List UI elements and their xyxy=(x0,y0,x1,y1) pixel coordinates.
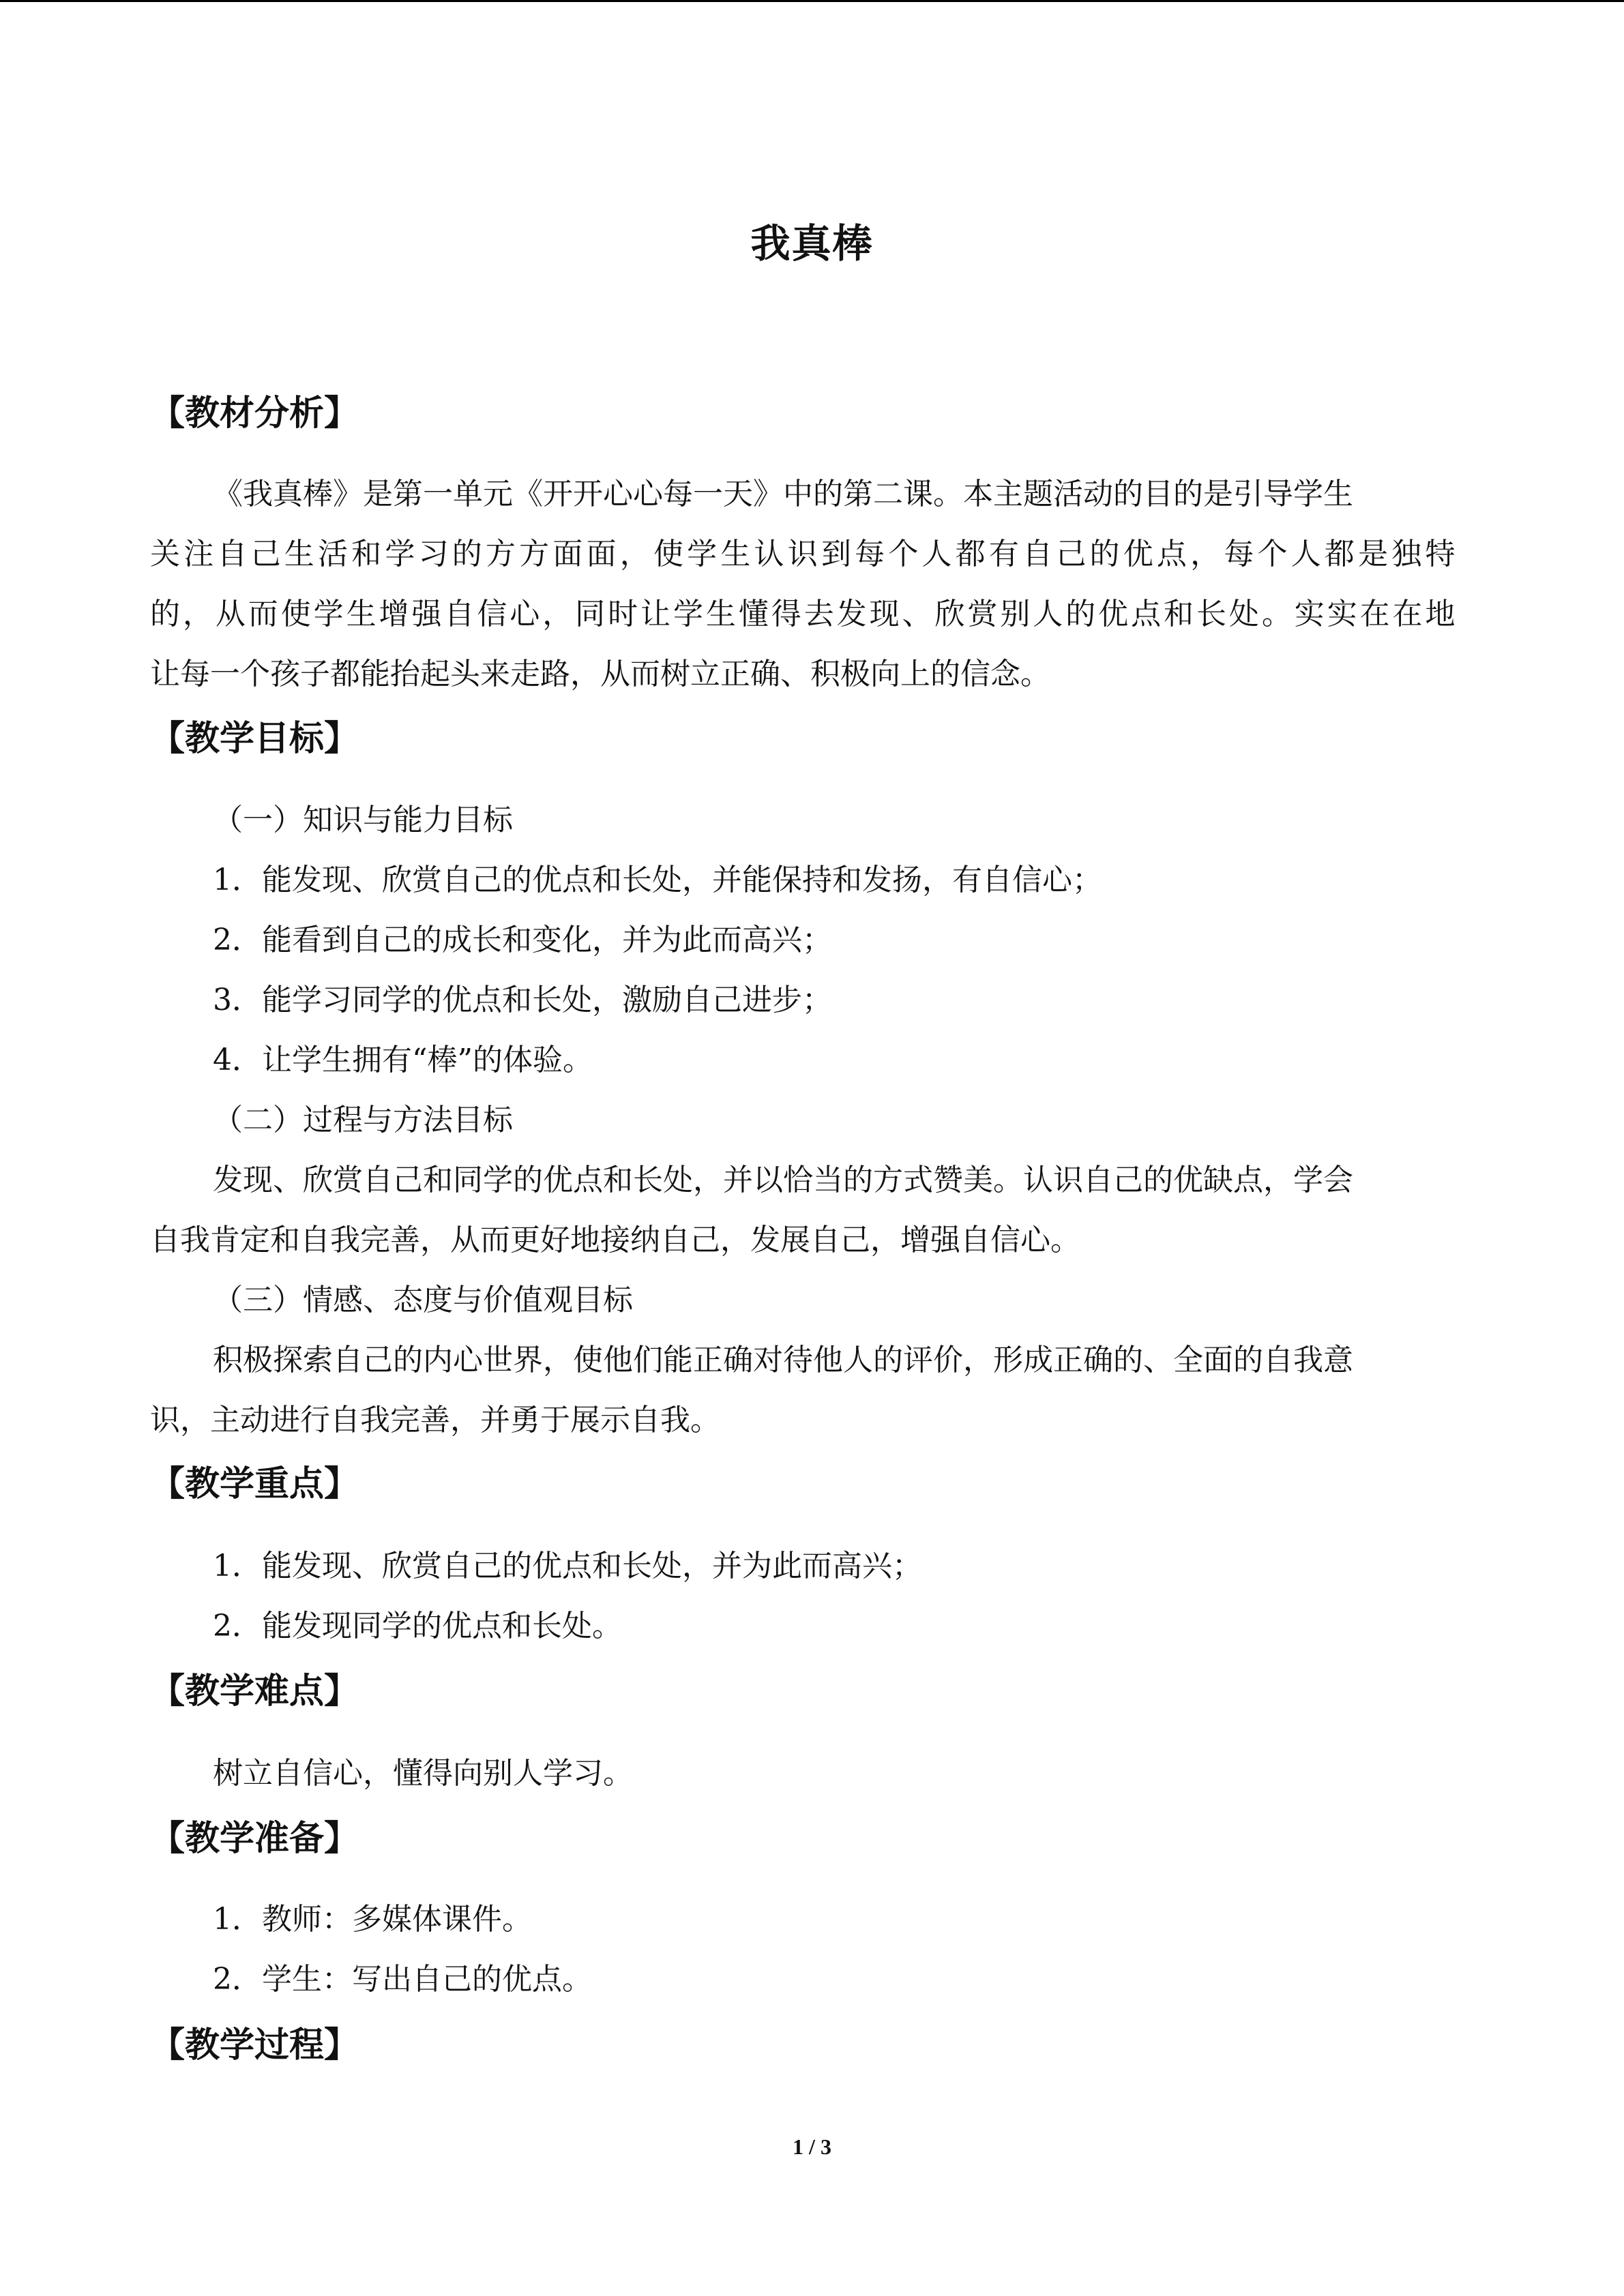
heading-difficulties: 【教学难点】 xyxy=(150,1671,359,1712)
preparation-item-2: 2．学生：写出自己的优点。 xyxy=(213,1962,592,1997)
goals-para3-line-2: 识，主动进行自我完善，并勇于展示自我。 xyxy=(150,1403,720,1437)
goals-para2-line-2: 自我肯定和自我完善，从而更好地接纳自己，发展自己，增强自信心。 xyxy=(150,1223,1080,1257)
goals-subheading-3: （三）情感、态度与价值观目标 xyxy=(213,1283,633,1317)
analysis-line-2: 关注自己生活和学习的方方面面，使学生认识到每个人都有自己的优点，每个人都是独特 xyxy=(150,537,1456,571)
difficulty-text: 树立自信心，懂得向别人学习。 xyxy=(213,1756,633,1791)
key-point-1: 1．能发现、欣赏自己的优点和长处，并为此而高兴； xyxy=(213,1549,922,1583)
page-title: 我真棒 xyxy=(750,220,874,267)
goals-item-3: 3．能学习同学的优点和长处，激励自己进步； xyxy=(213,983,832,1017)
goals-subheading-1: （一）知识与能力目标 xyxy=(213,803,513,837)
heading-preparation: 【教学准备】 xyxy=(150,1818,359,1859)
goals-para3-line-1: 积极探索自己的内心世界，使他们能正确对待他人的评价，形成正确的、全面的自我意 xyxy=(213,1343,1353,1377)
goals-item-1: 1．能发现、欣赏自己的优点和长处，并能保持和发扬，有自信心； xyxy=(213,863,1102,897)
key-point-2: 2．能发现同学的优点和长处。 xyxy=(213,1609,622,1643)
heading-teaching-goals: 【教学目标】 xyxy=(150,718,359,759)
goals-subheading-2: （二）过程与方法目标 xyxy=(213,1103,513,1137)
goals-item-4: 4．让学生拥有“棒”的体验。 xyxy=(213,1043,593,1077)
heading-textbook-analysis: 【教材分析】 xyxy=(150,393,359,434)
heading-key-points: 【教学重点】 xyxy=(150,1463,359,1504)
top-border-line xyxy=(0,0,1624,2)
preparation-item-1: 1．教师：多媒体课件。 xyxy=(213,1902,532,1937)
analysis-line-1: 《我真棒》是第一单元《开开心心每一天》中的第二课。本主题活动的目的是引导学生 xyxy=(213,477,1353,511)
goals-item-2: 2．能看到自己的成长和变化，并为此而高兴； xyxy=(213,923,832,957)
analysis-line-3: 的，从而使学生增强自信心，同时让学生懂得去发现、欣赏别人的优点和长处。实实在在地 xyxy=(150,597,1456,631)
analysis-line-4: 让每一个孩子都能抬起头来走路，从而树立正确、积极向上的信念。 xyxy=(150,657,1050,691)
page-number: 1 / 3 xyxy=(793,2134,831,2159)
goals-para2-line-1: 发现、欣赏自己和同学的优点和长处，并以恰当的方式赞美。认识自己的优缺点，学会 xyxy=(213,1163,1353,1197)
heading-teaching-process: 【教学过程】 xyxy=(150,2025,359,2066)
